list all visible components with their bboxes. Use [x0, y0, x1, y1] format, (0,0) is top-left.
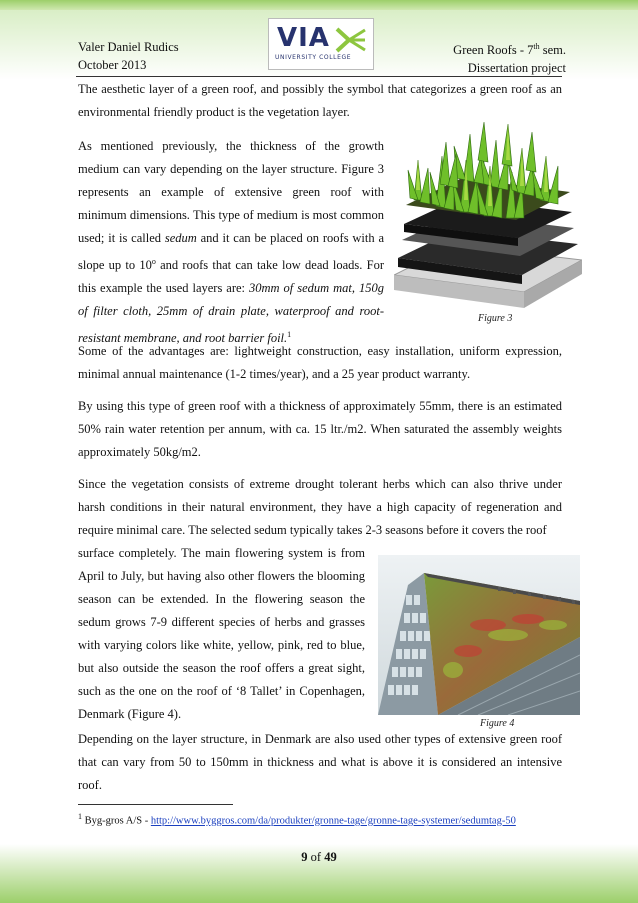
paragraph-1: The aesthetic layer of a green roof, and possibly the symbol that categorizes a green roof as an environmental friendly product is the vegetation layer. — [78, 82, 562, 119]
footnote-link[interactable]: http://www.byggros.com/da/produkter/gronne-tage/gronne-tage-systemer/sedumtag-50 — [150, 815, 516, 827]
header-course: Green Roofs - 7th sem. — [453, 42, 566, 58]
footnote-prefix: Byg-gros A/S - — [84, 815, 151, 827]
paragraph-4: By using this type of green roof with a thickness of approximately 55mm, there is an estimated 50% rain water retention per annum, with ca. 15 ltr./m2. When saturated the assembly weights approximately 50kg/m2. — [78, 399, 562, 459]
via-logo — [268, 18, 374, 70]
header-doc-type: Dissertation project — [467, 61, 566, 76]
paragraph-5: Since the vegetation consists of extreme drought tolerant herbs which can also thrive under harsh conditions in their natural environment, they have a high capacity of regeneration and require minimal care. The selected sedum typically takes 2-3 seasons before it covers the roof — [78, 477, 562, 537]
page-number: 9 of 49 — [301, 850, 337, 864]
paragraph-5-continued: surface completely. The main flowering system is from April to July, but having also other flowers the blooming season can be extended. In the flowering season the sedum grows 7-9 different species of herbs and grasses with varying colors like white, yellow, pink, red to blue, but also outside the season the roof offers a great sight, such as the one on the roof of ‘8 Tallet’ in Copenhagen, Denmark (Figure 4). — [78, 546, 365, 721]
figure-3-image — [394, 120, 582, 310]
header-date: October 2013 — [78, 58, 147, 72]
footnote-rule — [78, 804, 233, 805]
footnote — [78, 812, 516, 827]
logo-subtext: UNIVERSITY COLLEGE — [275, 54, 352, 61]
logo-text: VIA — [277, 23, 330, 53]
paragraph-6: Depending on the layer structure, in Denmark are also used other types of extensive green roof that can vary from 50 to 150mm in thickness and what is above it is considered an intensive roof. — [78, 732, 562, 792]
footnote-ref: 1 — [287, 330, 292, 340]
paragraph-3: Some of the advantages are: lightweight construction, easy installation, uniform expression, minimal annual maintenance (1-2 times/year), and a 25 year product warranty. — [78, 344, 562, 381]
header-author: Valer Daniel Rudics — [78, 40, 179, 54]
paragraph-2: As mentioned previously, the thickness of the growth medium can vary depending on the layer structure. Figure 3 represents an example of extensive green roof with minimum dimensions. This type of medium is most common used; it is called sedum and it can be placed on roofs with a slope up to 10$^o$ and roofs that can take low dead loads. For this example the used layers are: 30mm of sedum mat, 150g of filter cloth, 25mm of drain plate, waterproof and root-resistant membrane, and root barrier foil.$^1$ — [78, 139, 385, 346]
logo-arrow-icon — [335, 25, 367, 55]
header-band — [0, 0, 638, 10]
header-left — [78, 38, 179, 74]
figure-3-caption: Figure 3 — [478, 313, 513, 324]
figure-4-image — [378, 555, 580, 715]
header-rule — [76, 76, 562, 77]
figure-4-caption: Figure 4 — [480, 718, 515, 729]
footnote-number: 1 — [78, 812, 82, 821]
header-right — [453, 38, 566, 77]
